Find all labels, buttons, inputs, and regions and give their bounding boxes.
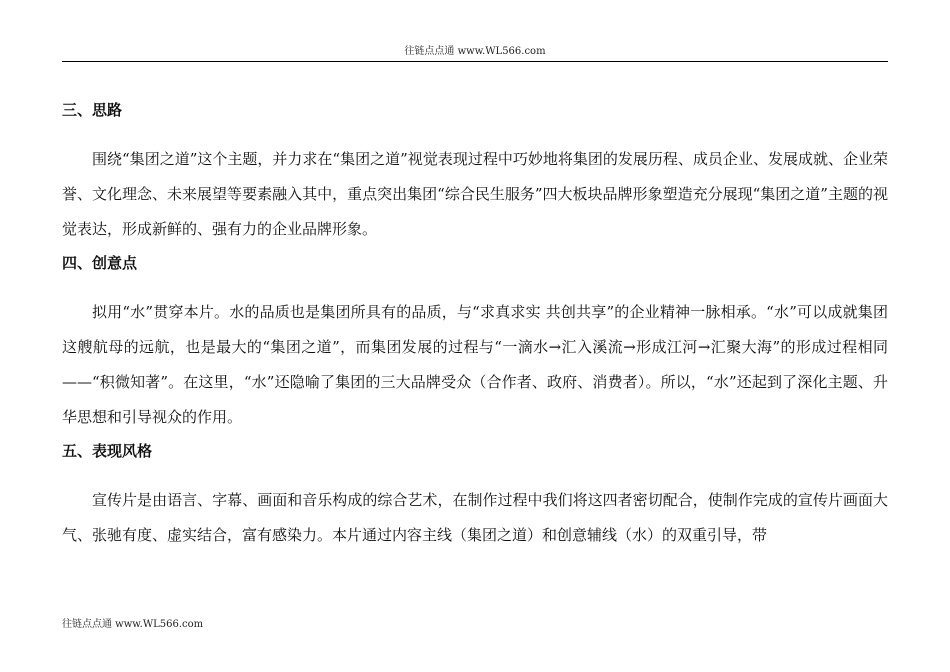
section-paragraph-creative-points: 拟用“水”贯穿本片。水的品质也是集团所具有的品质，与“求真求实 共创共享”的企业精神一脉相承。“水”可以成就集团这艘航母的远航，也是最大的“集团之道”，而集团发展的过程与“一滴水→汇入溪流→形成江河→汇聚大海”的形成过程相同——“积微知著”。在这里，“水”还隐喻了集团的三大品牌受众（合作者、政府、消费者）。所以，“水”还起到了深化主题、升华思想和引导视众的作用。 [62,303,888,426]
section-paragraph-approach: 围绕“集团之道”这个主题，并力求在“集团之道”视觉表现过程中巧妙地将集团的发展历程、成员企业、发展成就、企业荣誉、文化理念、未来展望等要素融入其中，重点突出集团“综合民生服务”四大板块品牌形象塑造充分展现“集团之道”主题的视觉表达，形成新鲜的、强有力的企业品牌形象。 [62,150,888,238]
section-heading-creative-points: 四、创意点 [62,254,138,272]
page-header: 往链点点通 www.WL566.com [404,46,546,57]
section-heading-approach: 三、思路 [62,101,123,119]
section-paragraph-style: 宣传片是由语言、字幕、画面和音乐构成的综合艺术，在制作过程中我们将这四者密切配合，使制作完成的宣传片画面大气、张驰有度、虚实结合，富有感染力。本片通过内容主线（集团之道）和创意辅线（水）的双重引导，带 [62,491,888,544]
document-body [62,94,888,553]
header-divider [62,61,888,62]
section-heading-style: 五、表现风格 [62,442,153,460]
page-footer: 往链点点通 www.WL566.com [62,619,204,630]
